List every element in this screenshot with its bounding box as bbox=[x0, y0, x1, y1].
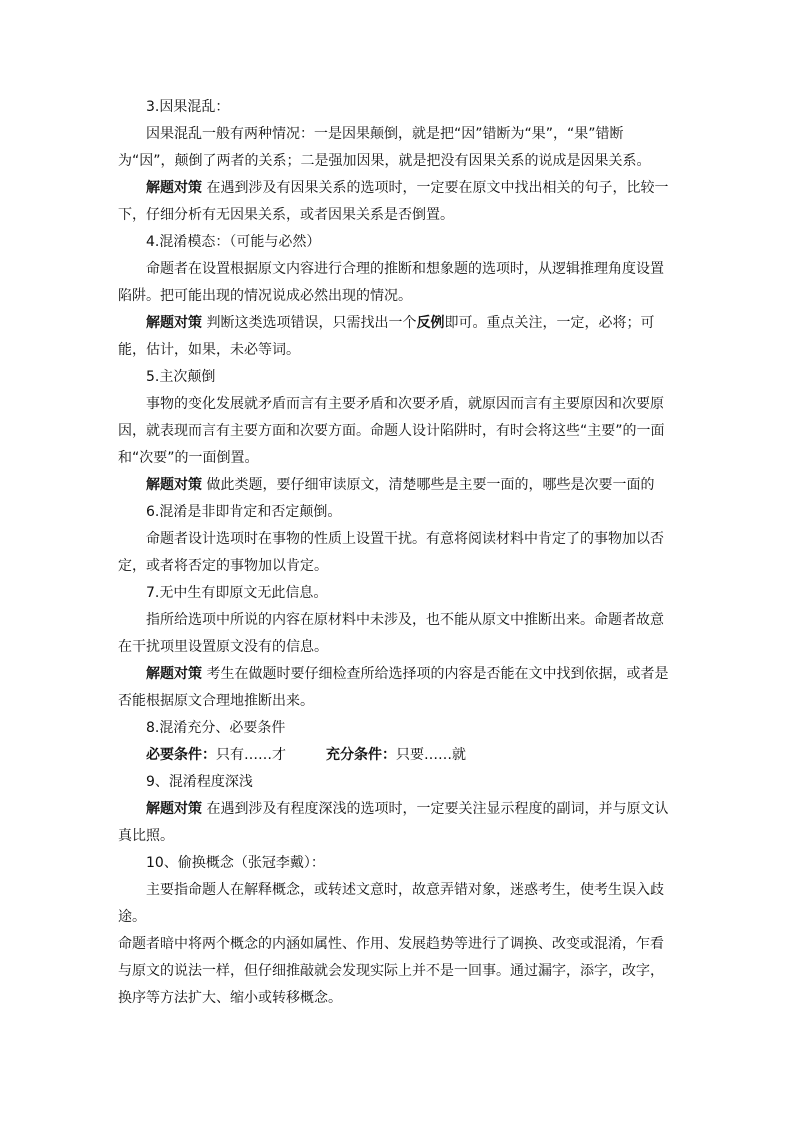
document-body bbox=[118, 94, 676, 1012]
strategy-label: 解题对策 bbox=[146, 666, 202, 682]
section-4-strategy bbox=[118, 310, 676, 364]
section-7-description: 指所给选项中所说的内容在原材料中未涉及，也不能从原文中推断出来。命题者故意在干扰项里设置原文没有的信息。 bbox=[118, 612, 664, 655]
section-4-description: 命题者在设置根据原文内容进行合理的推断和想象题的选项时，从逻辑推理角度设置陷阱。把可能出现的情况说成必然出现的情况。 bbox=[118, 261, 664, 304]
section-4-heading: 4.混淆模态：（可能与必然） bbox=[146, 234, 321, 250]
strategy-text: 在遇到涉及有程度深浅的选项时，一定要关注显示程度的副词，并与原文认真比照。 bbox=[118, 801, 669, 844]
section-10-description-1: 主要指命题人在解释概念，或转述文意时，故意弄错对象，迷惑考生，使考生误入歧途。 bbox=[118, 882, 664, 925]
section-3-heading: 3.因果混乱： bbox=[146, 99, 230, 115]
necessary-condition-label: 必要条件： bbox=[146, 747, 216, 763]
strategy-text: 考生在做题时要仔细检查所给选择项的内容是否能在文中找到依据，或者是否能根据原文合理地推断出来。 bbox=[118, 666, 669, 709]
section-6-heading: 6.混淆是非即肯定和否定颠倒。 bbox=[146, 504, 342, 520]
section-5-heading: 5.主次颠倒 bbox=[146, 369, 216, 385]
strategy-label: 解题对策 bbox=[146, 801, 202, 817]
sufficient-condition-value: 只要……就 bbox=[396, 747, 466, 763]
strategy-label: 解题对策 bbox=[146, 477, 202, 493]
section-8-heading: 8.混淆充分、必要条件 bbox=[146, 720, 286, 736]
section-10-description-2: 命题者暗中将两个概念的内涵如属性、作用、发展趋势等进行了调换、改变或混淆，乍看与原文的说法一样，但仔细推敲就会发现实际上并不是一回事。通过漏字，添字，改字，换序等方法扩大、缩小或转移概念。 bbox=[118, 936, 664, 1006]
section-7-heading: 7.无中生有即原文无此信息。 bbox=[146, 585, 328, 601]
strategy-text: 在遇到涉及有因果关系的选项时，一定要在原文中找出相关的句子，比较一下，仔细分析有无因果关系，或者因果关系是否倒置。 bbox=[118, 180, 669, 223]
sufficient-condition-label: 充分条件： bbox=[326, 747, 396, 763]
section-9-strategy bbox=[118, 796, 676, 850]
section-5-strategy bbox=[118, 472, 676, 499]
section-9-heading: 9、混淆程度深浅 bbox=[146, 774, 253, 790]
section-8-conditions bbox=[118, 742, 676, 769]
section-3-strategy bbox=[118, 175, 676, 229]
strategy-label: 解题对策 bbox=[146, 180, 202, 196]
section-5-description: 事物的变化发展就矛盾而言有主要矛盾和次要矛盾，就原因而言有主要原因和次要原因，就表现而言有主要方面和次要方面。命题人设计陷阱时，有时会将这些“主要”的一面和“次要”的一面倒置。 bbox=[118, 396, 665, 466]
strategy-text: 做此类题，要仔细审读原文，清楚哪些是主要一面的，哪些是次要一面的 bbox=[202, 477, 655, 493]
section-3-description: 因果混乱一般有两种情况：一是因果颠倒，就是把“因”错断为“果”，“果”错断为“因”，颠倒了两者的关系；二是强加因果，就是把没有因果关系的说成是因果关系。 bbox=[118, 126, 651, 169]
section-6-description: 命题者设计选项时在事物的性质上设置干扰。有意将阅读材料中肯定了的事物加以否定，或者将否定的事物加以肯定。 bbox=[118, 531, 664, 574]
necessary-condition-value: 只有……才 bbox=[216, 747, 286, 763]
strategy-text-part-a: 判断这类选项错误，只需找出一个 bbox=[202, 315, 417, 331]
strategy-text-part-b: 即可。重点关注，一定，必将；可能，估计，如果，未必等词。 bbox=[118, 315, 655, 358]
section-10-heading: 10、偷换概念（张冠李戴）： bbox=[146, 855, 325, 871]
strategy-emphasis: 反例 bbox=[416, 315, 445, 331]
strategy-label: 解题对策 bbox=[146, 315, 202, 331]
section-7-strategy bbox=[118, 661, 676, 715]
